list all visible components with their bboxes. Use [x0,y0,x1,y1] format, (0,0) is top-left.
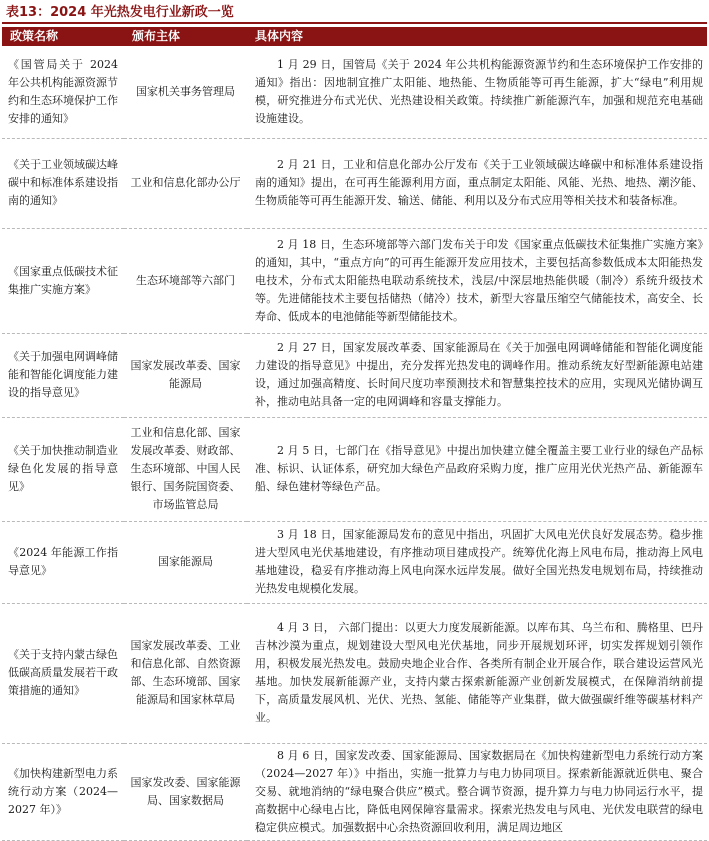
issuer-cell: 生态环境部等六部门 [124,228,247,333]
table-row [2,333,707,417]
issuer-cell: 国家发展改革委、工业和信息化部、自然资源部、生态环境部、国家能源局和国家林草局 [124,603,247,743]
content-cell: 4 月 3 日， 六部门提出：以更大力度发展新能源。以库布其、乌兰布和、腾格里、巴丹吉林沙漠为重点，规划建设大型风电光伏基地，同步开展规划环评，切实发挥规划引领作用，积极发展光热发电。鼓励央地企业合作、各类所有制企业开展合作，联合建设运营风光基地。加快发展新能源产业，支持内蒙古探索新能源产业创新发展模式，在保障消纳前提下，高质量发展风机、光伏、光热、氢能、储能等产业集群，做大做强碳纤维等碳基材料产业。 [247,603,707,743]
issuer-cell: 国家机关事务管理局 [124,46,247,138]
policy-table [2,27,707,841]
content-cell: 1 月 29 日，国管局《关于 2024 年公共机构能源资源节约和生态环境保护工作安排的通知》指出：因地制宜推广太阳能、地热能、生物质能等可再生能源，扩大“绿电”利用规模，研究推进分布式光伏、光热建设相关政策。持续推广新能源汽车，加强和规范充电基础设施建设。 [247,46,707,138]
table-row [2,603,707,743]
policy-name-cell: 《关于加快推动制造业绿色化发展的指导意见》 [2,417,124,521]
header-issuer: 颁布主体 [124,27,247,46]
policy-name-cell: 《加快构建新型电力系统行动方案（2024—2027 年）》 [2,743,124,840]
issuer-cell: 国家发展改革委、国家能源局 [124,333,247,417]
table-header-row [2,27,707,46]
policy-name-cell: 《国家重点低碳技术征集推广实施方案》 [2,228,124,333]
table-title: 表13：2024 年光热发电行业新政一览 [2,2,707,24]
table-row [2,521,707,603]
content-cell: 2 月 18 日，生态环境部等六部门发布关于印发《国家重点低碳技术征集推广实施方案》的通知，其中，“重点方向”的可再生能源开发应用技术，主要包括高参数低成本太阳能热发电技术，分布式太阳能热电联动系统技术，浅层/中深层地热能供暖（制冷）系统升级技术等。先进储能技术主要包括储热（储冷）技术，新型大容量压缩空气储能技术，高安全、长寿命、低成本的电池储能等新型储能技术。 [247,228,707,333]
policy-name-cell: 《关于加强电网调峰储能和智能化调度能力建设的指导意见》 [2,333,124,417]
issuer-cell: 国家发改委、国家能源局、国家数据局 [124,743,247,840]
content-cell: 2 月 21 日，工业和信息化部办公厅发布《关于工业领域碳达峰碳中和标准体系建设指南的通知》提出，在可再生能源利用方面，重点制定太阳能、风能、光热、地热、潮汐能、生物质能等可再生能源开发、输送、储能、利用以及分布式应用等相关技术和装备标准。 [247,138,707,228]
content-cell: 8 月 6 日，国家发改委、国家能源局、国家数据局在《加快构建新型电力系统行动方案（2024—2027 年）》中指出，实施一批算力与电力协同项目。探索新能源就近供电、聚合交易、就地消纳的“绿电聚合供应”模式。整合调节资源，提升算力与电力协同运行水平，提高数据中心绿电占比，降低电网保障容量需求。探索光热发电与风电、光伏发电联营的绿电稳定供应模式。加强数据中心余热资源回收利用，满足周边地区 [247,743,707,840]
policy-name-cell: 《国管局关于 2024 年公共机构能源资源节约和生态环境保护工作安排的通知》 [2,46,124,138]
table-row [2,417,707,521]
table-row [2,743,707,840]
content-cell: 2 月 5 日，七部门在《指导意见》中提出加快建立健全覆盖主要工业行业的绿色产品标准、标识、认证体系，研究加大绿色产品政府采购力度，推广应用光伏光热产品、新能源车船、绿色建材等绿色产品。 [247,417,707,521]
issuer-cell: 国家能源局 [124,521,247,603]
header-content: 具体内容 [247,27,707,46]
issuer-cell: 工业和信息化部、国家发展改革委、财政部、生态环境部、中国人民银行、国务院国资委、市场监管总局 [124,417,247,521]
policy-name-cell: 《2024 年能源工作指导意见》 [2,521,124,603]
policy-name-cell: 《关于支持内蒙古绿色低碳高质量发展若干政策措施的通知》 [2,603,124,743]
table-row [2,228,707,333]
table-row [2,138,707,228]
table-row [2,46,707,138]
header-policy-name: 政策名称 [2,27,124,46]
policy-name-cell: 《关于工业领域碳达峰碳中和标准体系建设指南的通知》 [2,138,124,228]
issuer-cell: 工业和信息化部办公厅 [124,138,247,228]
content-cell: 3 月 18 日，国家能源局发布的意见中指出，巩固扩大风电光伏良好发展态势。稳步推进大型风电光伏基地建设，有序推动项目建成投产。统筹优化海上风电布局，推动海上风电基地建设，稳妥有序推动海上风电向深水远岸发展。做好全国光热发电规划布局，持续推动光热发电规模化发展。 [247,521,707,603]
content-cell: 2 月 27 日，国家发展改革委、国家能源局在《关于加强电网调峰储能和智能化调度能力建设的指导意见》中提出，充分发挥光热发电的调峰作用。推动系统友好型新能源电站建设，通过加强高精度、长时间尺度功率预测技术和智慧集控技术的应用，实现风光储协调互补，推动电站具备一定的电网调峰和容量支撑能力。 [247,333,707,417]
